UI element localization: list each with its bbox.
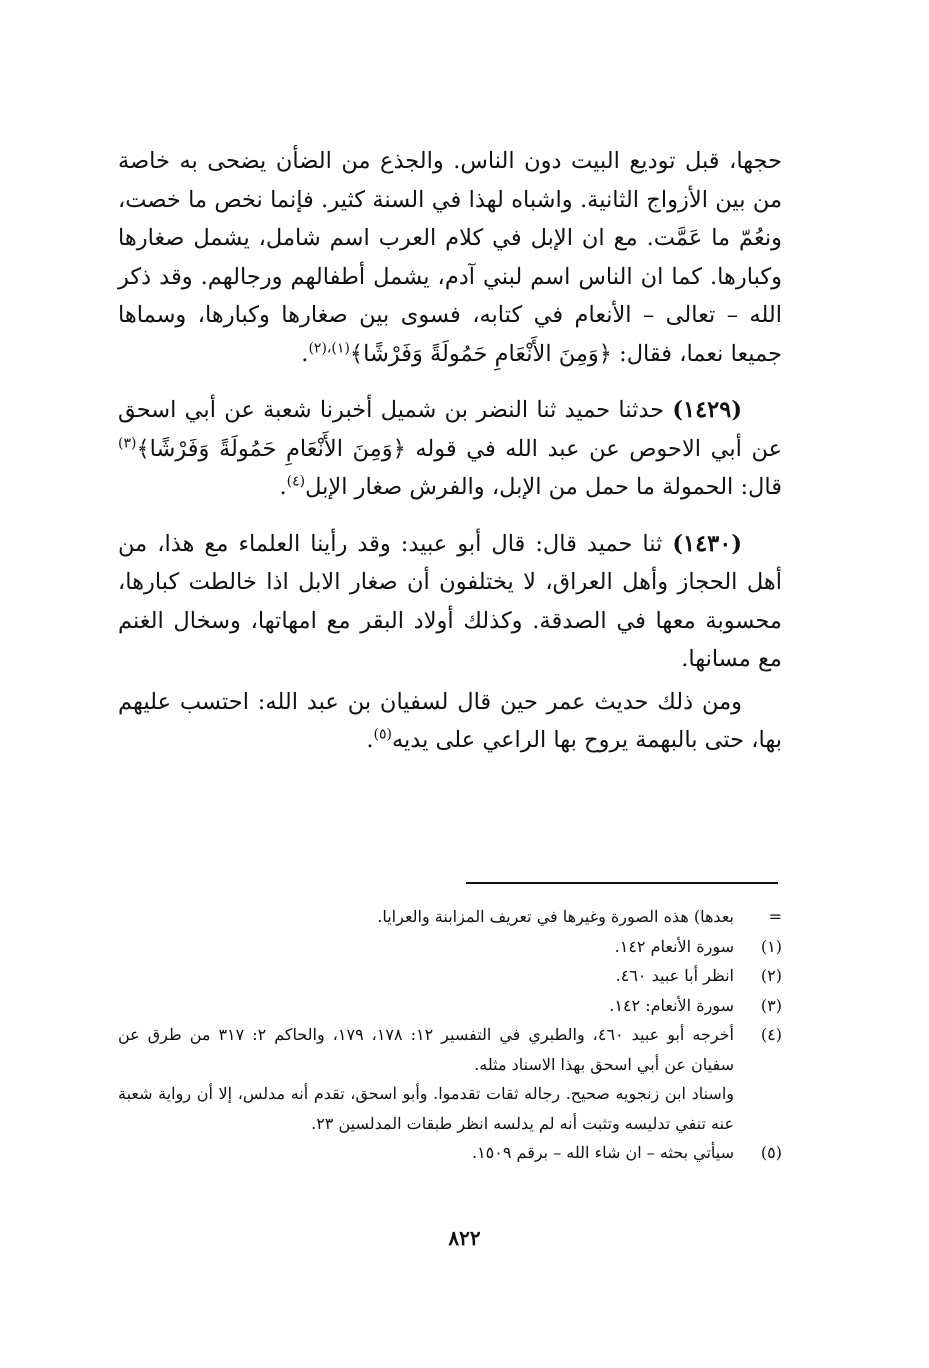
paragraph-last-end-mark: . xyxy=(366,727,374,753)
footnote-ref-5: (٥) xyxy=(373,726,392,743)
paragraph-continuation-text: حجها، قبل توديع البيت دون الناس. والجذع من الضأن يضحى به خاصة من بين الأزواج الثانية. واشباه لهذا في السنة كثير. فإنما نخص ما خصت، ونعُمّ ما عَمَّت. مع ان الإبل في كلام العرب اسم شامل، يشمل صغارها وكبارها. كما ان الناس اسم لبني آدم، يشمل أطفالهم ورجالهم. وقد ذكر الله – تعالى – الأنعام في كتابه، فسوى بين صغارها وكبارها، وسماها جميعا نعما، فقال: ﴿وَمِنَ الأَنْعَامِ حَمُولَةً وَفَرْشًا﴾ xyxy=(118,148,782,367)
footnote-mark: (٤) xyxy=(760,1025,782,1044)
footnote-line: سورة الأنعام: ١٤٢. xyxy=(609,995,734,1015)
footnote-item xyxy=(118,991,782,1021)
hadith-number-1429: (١٤٢٩) xyxy=(672,397,743,423)
footnote-line: سورة الأنعام ١٤٢. xyxy=(614,936,734,956)
footnote-item xyxy=(118,1020,782,1138)
footnote-mark: (٣) xyxy=(760,995,782,1015)
footnote-text xyxy=(118,961,734,991)
footnote-item xyxy=(118,932,782,962)
footnote-item xyxy=(118,1138,782,1168)
page-number: ٨٢٢ xyxy=(448,1226,481,1250)
footnote-text xyxy=(118,932,734,962)
footnote-text xyxy=(118,902,734,932)
footnote-line: انظر أبا عبيد ٤٦٠. xyxy=(615,966,734,985)
footnote-item xyxy=(118,902,782,932)
footnote-text xyxy=(118,1020,734,1138)
footnote-line: واسناد ابن زنجويه صحيح. رجاله ثقات تقدموا. وأبو اسحق، تقدم أنه مدلس، إلا أن رواية شعبة عنه تنفي تدليسه وتثبت أنه لم يدلسه انظر طبقات المدلسين ٢٣. xyxy=(118,1084,734,1133)
main-text xyxy=(118,142,782,760)
footnote-item xyxy=(118,961,782,991)
footnote-mark: (٢) xyxy=(760,966,782,985)
paragraph-continuation xyxy=(118,142,782,373)
footnote-mark: = xyxy=(768,907,782,926)
paragraph-1429-text-2: قال: الحمولة ما حمل من الإبل، والفرش صغار الإبل xyxy=(305,474,782,500)
paragraph-1430 xyxy=(118,525,782,679)
footnote-line: أخرجه أبو عبيد ٤٦٠، والطبري في التفسير ١٢: ١٧٨، ١٧٩، والحاكم ٢: ٣١٧ من طرق عن سفيان عن أبي اسحق بهذا الاسناد مثله. xyxy=(118,1025,735,1074)
paragraph-1429-end-mark: . xyxy=(279,474,287,500)
paragraph-end-mark: . xyxy=(301,340,309,367)
footnote-text xyxy=(118,991,734,1021)
paragraph-last xyxy=(118,683,782,760)
footnote-ref-4: (٤) xyxy=(286,473,306,490)
footnote-ref-1-2: (١)،(٢) xyxy=(308,340,350,356)
footnote-line: سيأتي بحثه – ان شاء الله – برقم ١٥٠٩. xyxy=(471,1143,734,1162)
footnote-ref-3: (٣) xyxy=(118,435,137,451)
paragraph-1429-text: حدثنا حميد ثنا النضر بن شميل أخبرنا شعبة عن أبي اسحق عن أبي الاحوص عن عبد الله في قوله ﴿وَمِنَ الأَنْعَامِ حَمُولَةً وَفَرْشًا﴾ xyxy=(118,397,782,462)
footnote-mark: (١) xyxy=(760,936,782,956)
footnote-line: بعدها) هذه الصورة وغيرها في تعريف المزابنة والعرايا. xyxy=(377,907,734,926)
footnote-text xyxy=(118,1138,734,1168)
hadith-number-1430: (١٤٣٠) xyxy=(672,530,742,557)
footnote-divider xyxy=(466,882,778,884)
paragraph-1429 xyxy=(118,391,782,507)
paragraph-last-text: ومن ذلك حديث عمر حين قال لسفيان بن عبد الله: احتسب عليهم بها، حتى بالبهمة يروح بها الراعي على يديه xyxy=(118,688,782,753)
footnotes xyxy=(118,902,782,1168)
paragraph-1430-text: ثنا حميد قال: قال أبو عبيد: وقد رأينا العلماء مع هذا، من أهل الحجاز وأهل العراق، لا يختلفون أن صغار الابل اذا خالطت كبارها، محسوبة معها في الصدقة. وكذلك أولاد البقر مع امهاتها، وسخال الغنم مع مسانها. xyxy=(118,530,782,672)
footnote-mark: (٥) xyxy=(760,1143,782,1162)
